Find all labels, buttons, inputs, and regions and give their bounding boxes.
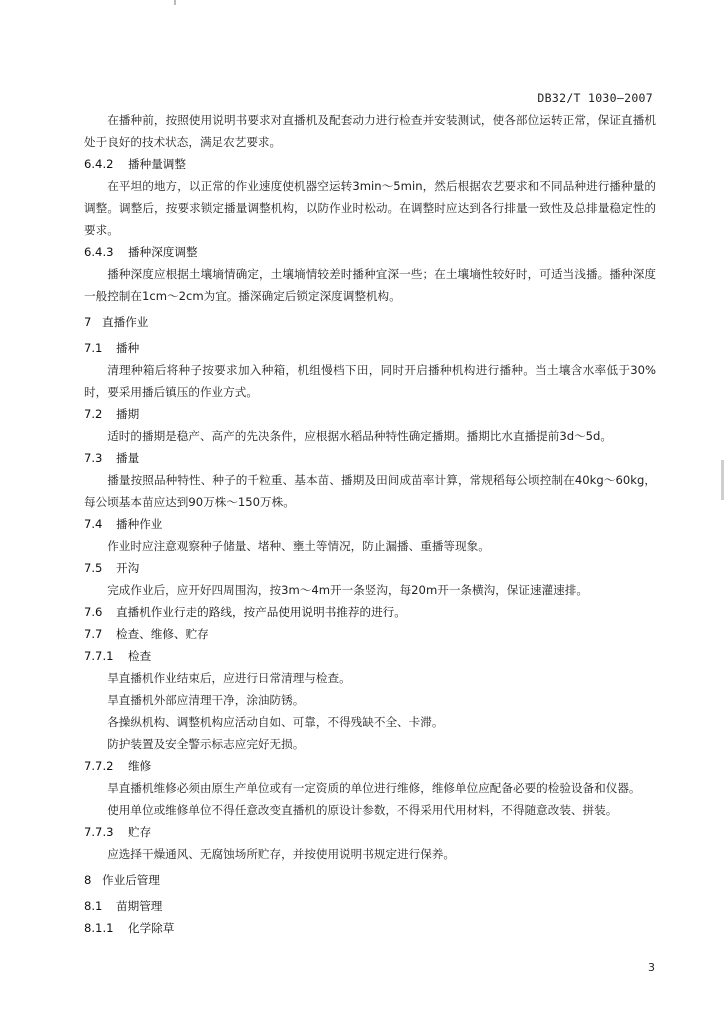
section-title: 开沟 [116, 561, 140, 575]
paragraph: 应选择干燥通风、无腐蚀场所贮存，并按使用说明书规定进行保养。 [107, 847, 456, 861]
section-heading [84, 311, 656, 333]
section-title: 播种深度调整 [128, 245, 198, 259]
section-heading [84, 513, 656, 535]
section-number: 7.7.2 [84, 759, 114, 773]
section-number: 7.7.3 [84, 825, 114, 839]
paragraph: 完成作业后，应开好四周围沟，按3m～4m开一条竖沟，每20m开一条横沟，保证速灌速排。 [107, 583, 588, 597]
section-title: 播期 [116, 407, 140, 421]
section-title: 直播作业 [102, 315, 149, 329]
section-number: 6.4.3 [84, 245, 114, 259]
section-number: 7.1 [84, 341, 103, 355]
section-number: 6.4.2 [84, 157, 114, 171]
paragraph: 播量按照品种特性、种子的千粒重、基本苗、播期及田间成苗率计算，常规稻每公顷控制在40kg～60kg，每公顷基本苗应达到90万株～150万株。 [84, 473, 656, 509]
section-heading [84, 917, 656, 939]
section-number: 7.7.1 [84, 649, 114, 663]
section-heading [84, 337, 656, 359]
section-title: 检查、维修、贮存 [116, 627, 209, 641]
paragraph: 防护装置及安全警示标志应完好无损。 [107, 737, 305, 751]
section-heading [84, 447, 656, 469]
section-heading [84, 601, 656, 623]
section-number: 8 [84, 873, 92, 887]
section-title: 化学除草 [128, 921, 175, 935]
section-number: 7.4 [84, 517, 103, 531]
section-heading [84, 241, 656, 263]
paragraph: 使用单位或维修单位不得任意改变直播机的原设计参数，不得采用代用材料，不得随意改装、拼装。 [107, 803, 618, 817]
section-number: 8.1.1 [84, 921, 114, 935]
section-title: 播种作业 [116, 517, 163, 531]
section-heading [84, 557, 656, 579]
section-title: 作业后管理 [102, 873, 160, 887]
section-title: 检查 [128, 649, 152, 663]
section-heading [84, 623, 656, 645]
section-number: 7.7 [84, 627, 103, 641]
section-heading [84, 895, 656, 917]
section-number: 7.6 [84, 605, 103, 619]
section-heading [84, 755, 656, 777]
section-number: 7.2 [84, 407, 103, 421]
section-number: 7.3 [84, 451, 103, 465]
paragraph: 各操纵机构、调整机构应活动自如、可靠，不得残缺不全、卡滞。 [107, 715, 444, 729]
section-heading [84, 403, 656, 425]
paragraph: 旱直播机作业结束后，应进行日常清理与检查。 [107, 671, 351, 685]
section-title: 贮存 [128, 825, 152, 839]
paragraph: 在播种前，按照使用说明书要求对直播机及配套动力进行检查并安装测试，使各部位运转正常，保证直播机处于良好的技术状态，满足农艺要求。 [84, 113, 656, 149]
section-heading [84, 869, 656, 891]
section-heading [84, 153, 656, 175]
section-title: 苗期管理 [116, 899, 163, 913]
paragraph: 旱直播机外部应清理干净，涂油防锈。 [107, 693, 305, 707]
standard-code: DB32/T 1030—2007 [537, 91, 653, 105]
section-title: 直播机作业行走的路线，按产品使用说明书推荐的进行。 [116, 605, 406, 619]
section-number: 7.5 [84, 561, 103, 575]
scan-mark [174, 0, 176, 5]
paragraph: 旱直播机维修必须由原生产单位或有一定资质的单位进行维修，维修单位应配备必要的检验设备和仪器。 [107, 781, 641, 795]
section-title: 播种 [116, 341, 140, 355]
section-number: 8.1 [84, 899, 103, 913]
section-heading [84, 645, 656, 667]
section-title: 维修 [128, 759, 152, 773]
section-number: 7 [84, 315, 92, 329]
section-title: 播种量调整 [128, 157, 186, 171]
page-number: 3 [648, 961, 655, 974]
paragraph: 适时的播期是稳产、高产的先决条件，应根据水稻品种特性确定播期。播期比水直播提前3d～5d。 [107, 429, 613, 443]
paragraph: 在平坦的地方，以正常的作业速度使机器空运转3min～5min，然后根据农艺要求和不同品种进行播种量的调整。调整后，按要求锁定播量调整机构，以防作业时松动。在调整时应达到各行排量一致性及总排量稳定性的要求。 [84, 179, 656, 237]
paragraph: 清理种箱后将种子按要求加入种箱，机组慢档下田，同时开启播种机构进行播种。当土壤含水率低于30%时，要采用播后镇压的作业方式。 [84, 363, 656, 399]
paragraph: 播种深度应根据土壤墒情确定，土壤墒情较差时播种宜深一些；在土壤墒性较好时，可适当浅播。播种深度一般控制在1cm～2cm为宜。播深确定后锁定深度调整机构。 [84, 267, 656, 303]
section-heading [84, 821, 656, 843]
section-title: 播量 [116, 451, 140, 465]
document-body [84, 109, 656, 939]
paragraph: 作业时应注意观察种子储量、堵种、壅土等情况，防止漏播、重播等现象。 [107, 539, 490, 553]
